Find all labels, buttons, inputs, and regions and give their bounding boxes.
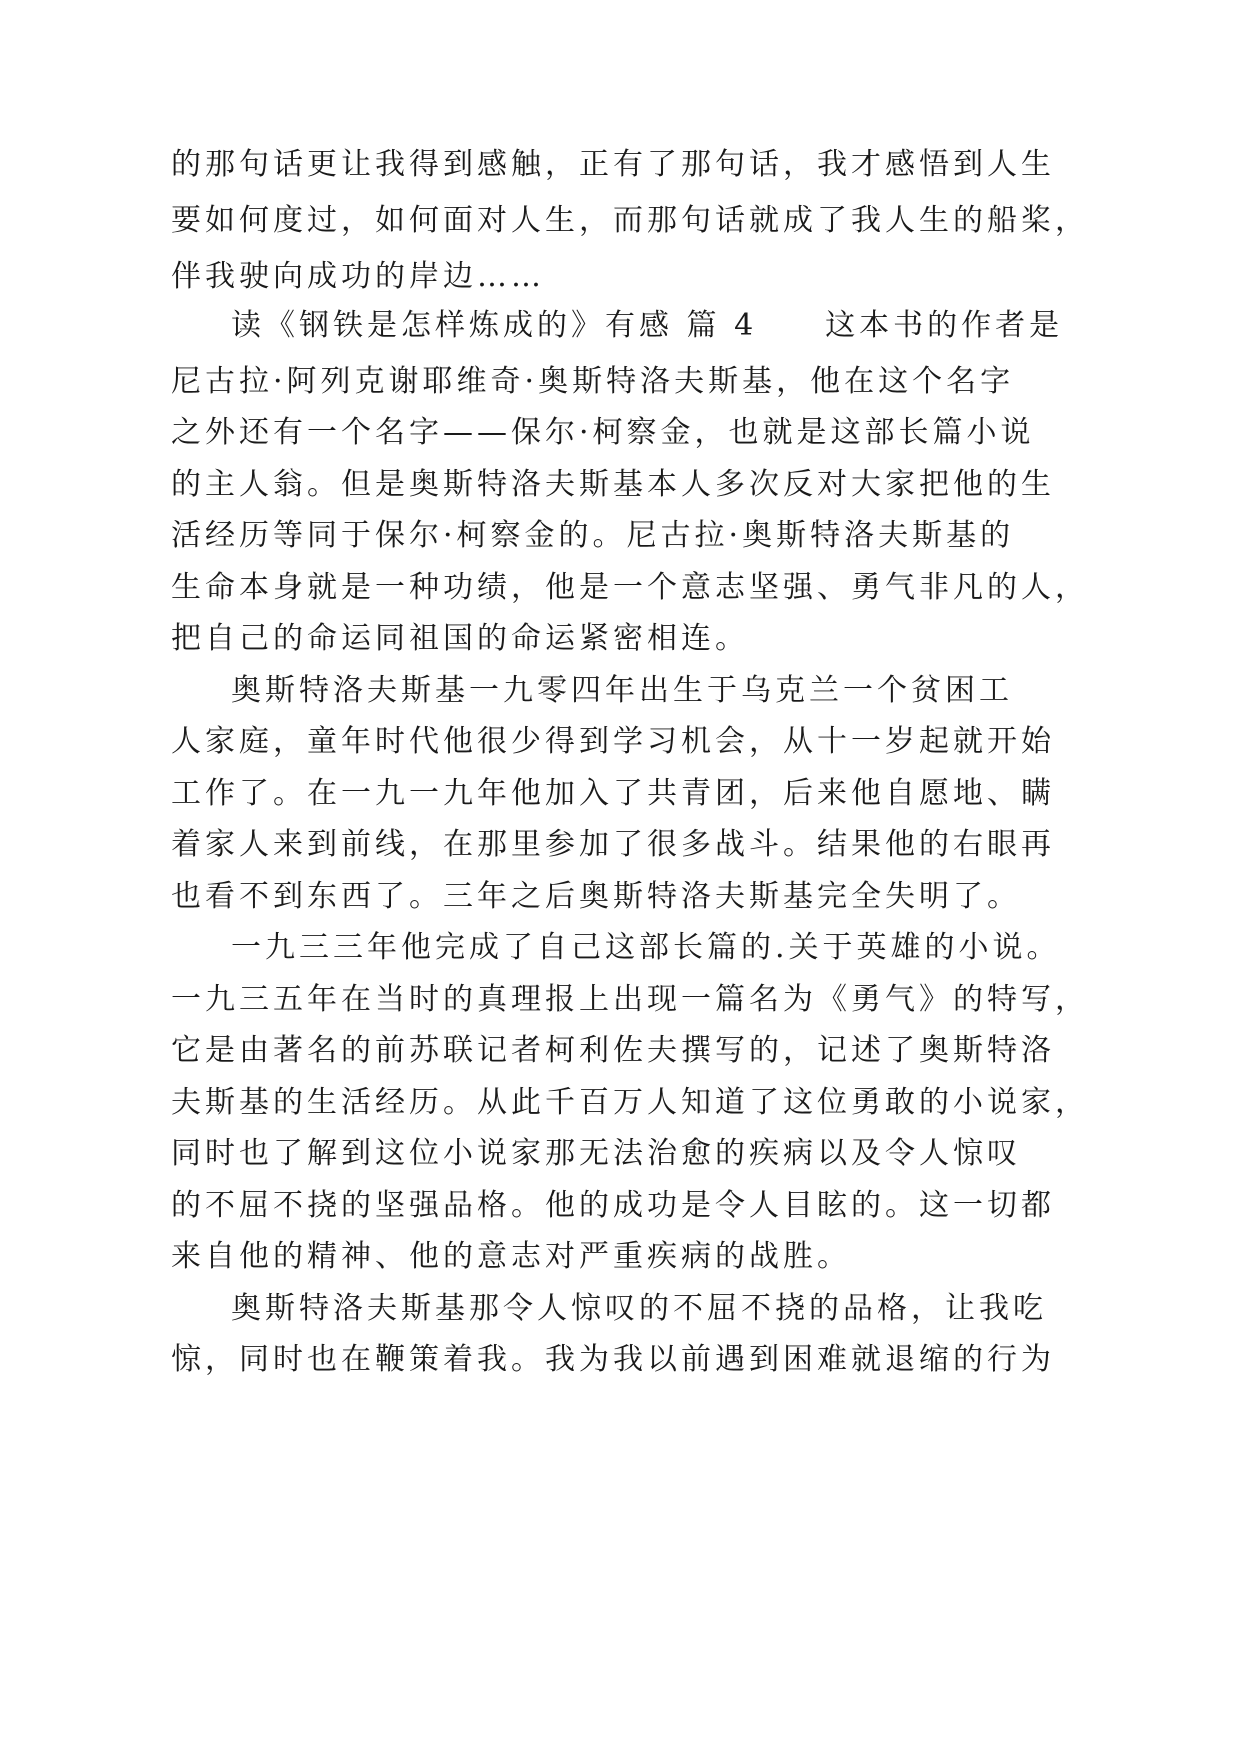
text-line: 工作了。在一九一九年他加入了共青团，后来他自愿地、瞒 [171,776,1055,811]
text-line: 着家人来到前线，在那里参加了很多战斗。结果他的右眼再 [171,827,1055,862]
text-line: 一九三五年在当时的真理报上出现一篇名为《勇气》的特写， [171,982,1089,1017]
text-line: 之外还有一个名字——保尔·柯察金，也就是这部长篇小说 [171,415,1035,450]
section-heading-line: 读《钢铁是怎样炼成的》有感 篇 4 这本书的作者是 [231,308,1064,343]
text-line: 的主人翁。但是奥斯特洛夫斯基本人多次反对大家把他的生 [171,467,1055,502]
text-line: 把自己的命运同祖国的命运紧密相连。 [171,621,749,656]
paragraph-start-line: 一九三三年他完成了自己这部长篇的.关于英雄的小说。 [231,930,1061,965]
text-line: 的那句话更让我得到感触，正有了那句话，我才感悟到人生 [171,147,1055,182]
text-line: 它是由著名的前苏联记者柯利佐夫撰写的，记述了奥斯特洛 [171,1033,1055,1068]
text-line: 同时也了解到这位小说家那无法治愈的疾病以及令人惊叹 [171,1136,1021,1171]
text-line: 要如何度过，如何面对人生，而那句话就成了我人生的船桨， [171,203,1089,238]
text-line: 也看不到东西了。三年之后奥斯特洛夫斯基完全失明了。 [171,879,1021,914]
text-line: 伴我驶向成功的岸边…… [171,259,545,294]
text-line: 尼古拉·阿列克谢耶维奇·奥斯特洛夫斯基，他在这个名字 [171,364,1015,399]
text-line: 活经历等同于保尔·柯察金的。尼古拉·奥斯特洛夫斯基的 [171,518,1015,553]
paragraph-start-line: 奥斯特洛夫斯基那令人惊叹的不屈不挠的品格，让我吃 [231,1291,1047,1326]
text-line: 夫斯基的生活经历。从此千百万人知道了这位勇敢的小说家， [171,1085,1089,1120]
paragraph-start-line: 奥斯特洛夫斯基一九零四年出生于乌克兰一个贫困工 [231,673,1013,708]
text-line: 人家庭，童年时代他很少得到学习机会，从十一岁起就开始 [171,724,1055,759]
text-line: 惊，同时也在鞭策着我。我为我以前遇到困难就退缩的行为 [171,1342,1055,1377]
text-line: 生命本身就是一种功绩，他是一个意志坚强、勇气非凡的人， [171,570,1089,605]
text-line: 来自他的精神、他的意志对严重疾病的战胜。 [171,1239,851,1274]
text-line: 的不屈不挠的坚强品格。他的成功是令人目眩的。这一切都 [171,1188,1055,1223]
